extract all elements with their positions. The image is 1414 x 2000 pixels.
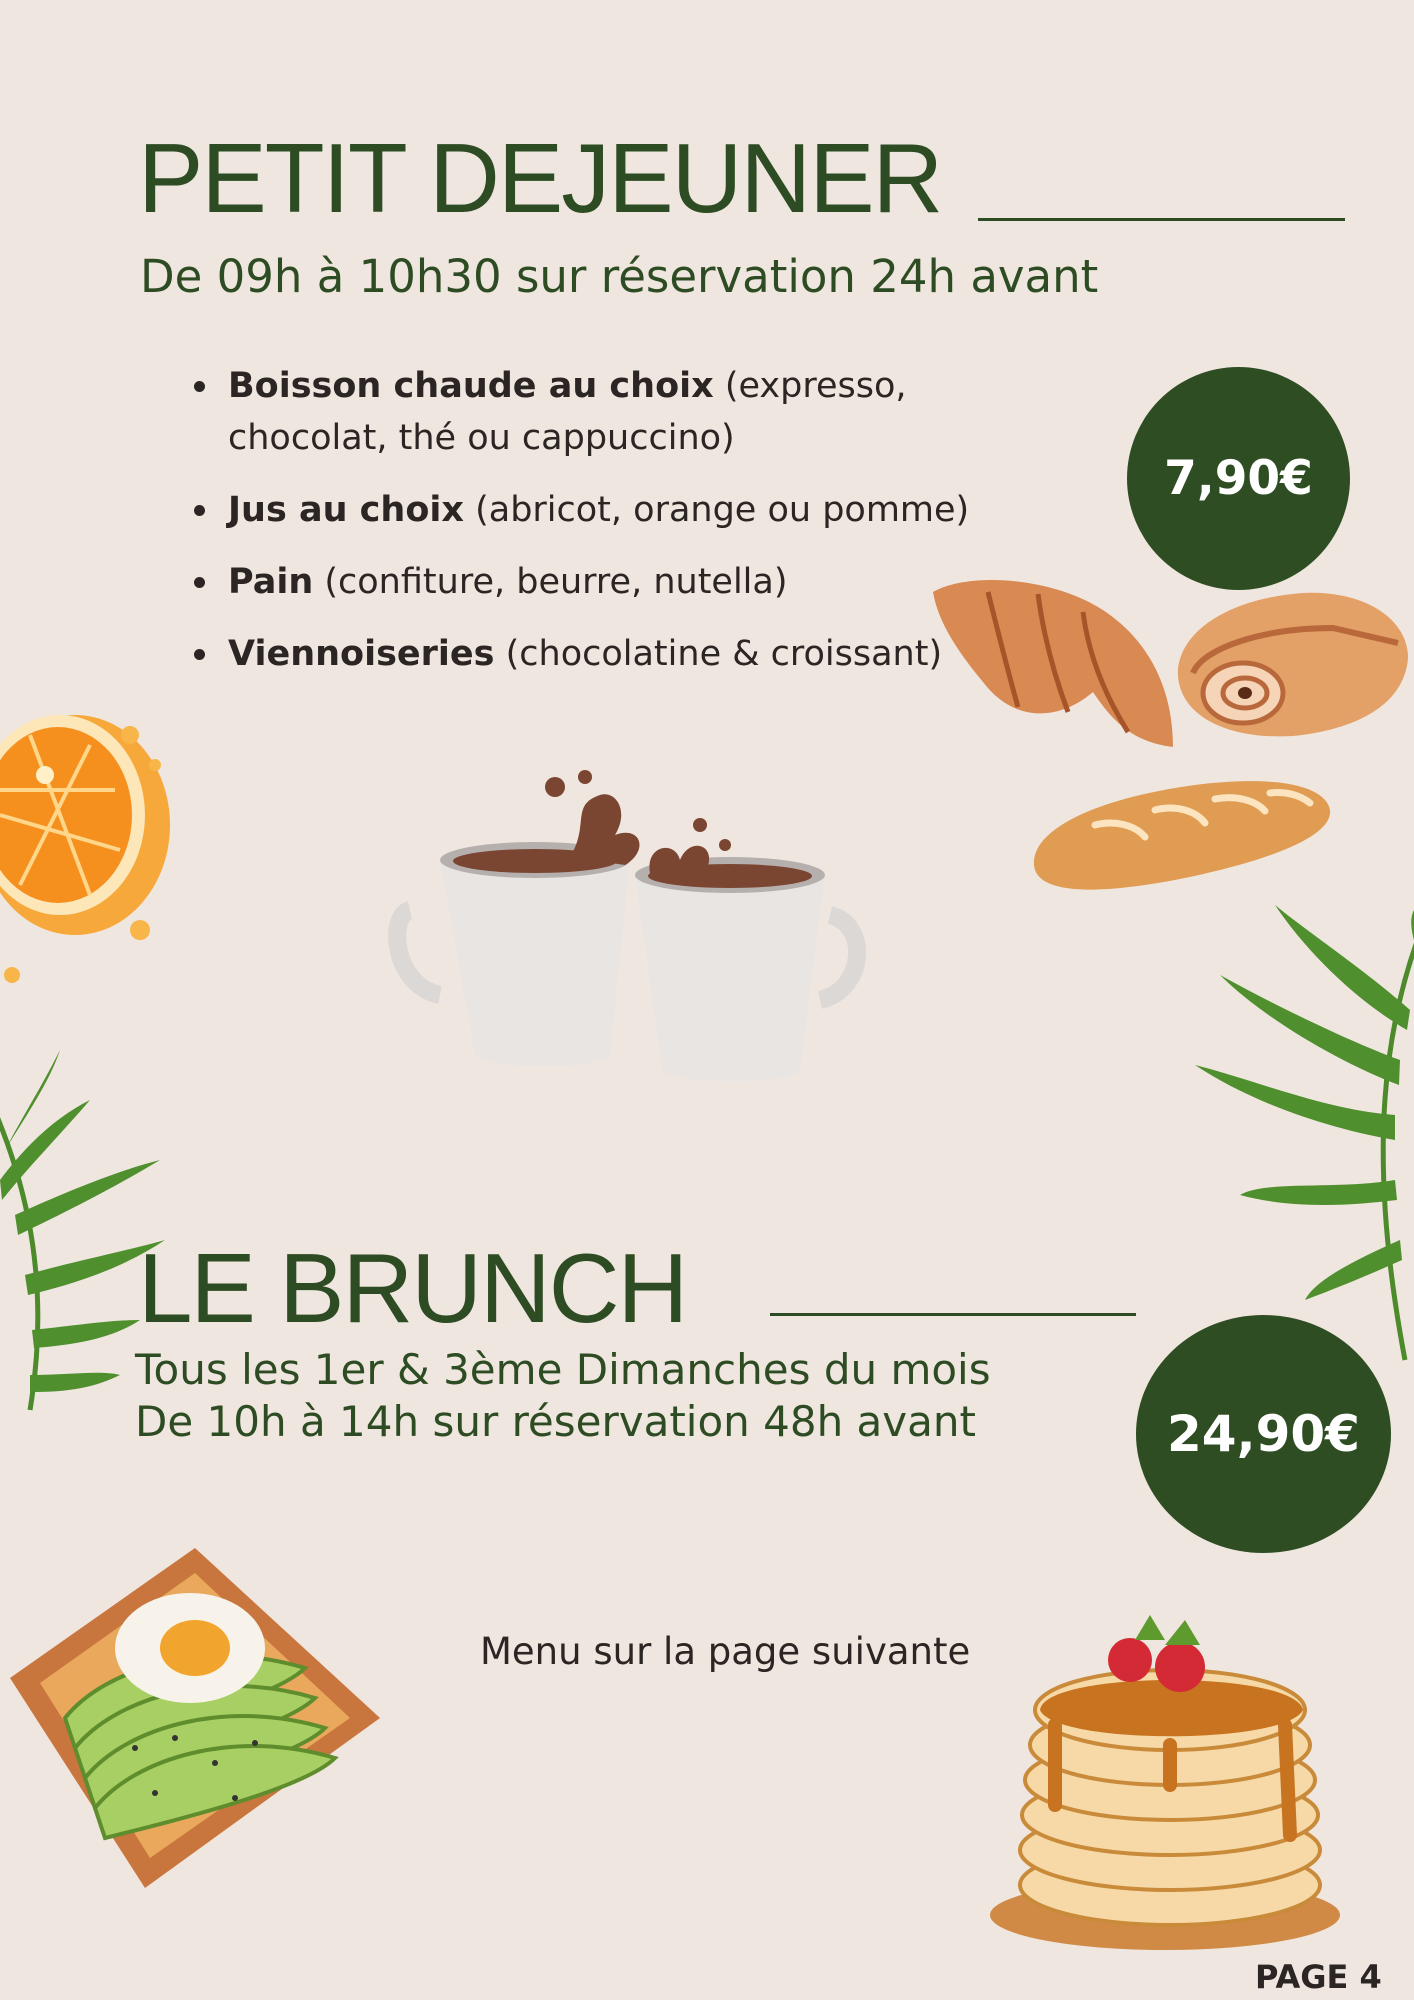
item-detail: (abricot, orange ou pomme) xyxy=(463,490,970,530)
page-number: PAGE 4 xyxy=(1255,1958,1382,1996)
palm-leaf-right-icon xyxy=(1195,900,1414,1370)
brunch-title: LE BRUNCH xyxy=(138,1233,687,1343)
chocolate-mugs-icon xyxy=(400,765,880,1105)
item-name: Boisson chaude au choix xyxy=(228,366,714,406)
list-item xyxy=(190,484,1070,536)
item-name: Pain xyxy=(228,562,314,602)
brunch-subtitle-days: Tous les 1er & 3ème Dimanches du mois xyxy=(135,1345,991,1394)
item-name: Jus au choix xyxy=(228,490,464,530)
item-name: Viennoiseries xyxy=(228,634,495,674)
orange-slice-icon xyxy=(0,665,180,995)
item-detail: (chocolatine & croissant) xyxy=(494,634,943,674)
avocado-toast-icon xyxy=(5,1548,380,1888)
list-item xyxy=(190,360,1070,464)
breakfast-subtitle: De 09h à 10h30 sur réservation 24h avant xyxy=(140,250,1099,303)
item-detail: (expresso, chocolat, thé ou cappuccino) xyxy=(228,366,907,458)
brunch-title-rule xyxy=(770,1313,1136,1316)
brunch-subtitle-hours: De 10h à 14h sur réservation 48h avant xyxy=(135,1397,976,1446)
next-page-note: Menu sur la page suivante xyxy=(480,1630,971,1673)
item-detail: (confiture, beurre, nutella) xyxy=(313,562,788,602)
brunch-price-badge: 24,90€ xyxy=(1136,1315,1391,1553)
pancakes-icon xyxy=(985,1615,1355,1960)
breakfast-price-badge: 7,90€ xyxy=(1127,367,1350,590)
breakfast-title: PETIT DEJEUNER xyxy=(138,123,942,233)
breakfast-title-rule xyxy=(978,218,1345,221)
baguette-icon xyxy=(1025,775,1335,895)
croissant-icon xyxy=(928,572,1178,762)
pain-au-chocolat-icon xyxy=(1173,588,1413,748)
